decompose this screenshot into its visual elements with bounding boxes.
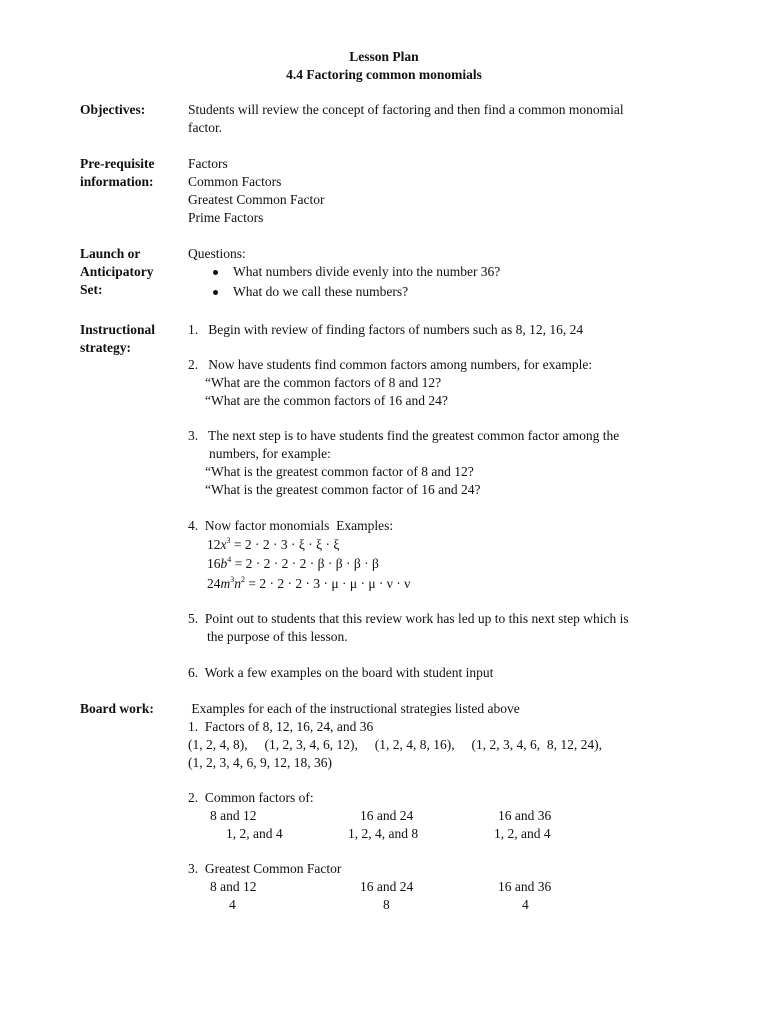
- common-factors-pair: 8 and 12: [210, 808, 257, 823]
- prereq-item: Factors: [188, 156, 228, 171]
- gcf-result: 4: [229, 897, 236, 912]
- strategy-step-3-example: “What is the greatest common factor of 16 and 24?: [205, 482, 481, 497]
- instructional-label-line2: strategy:: [80, 340, 131, 355]
- strategy-step-3-continued: numbers, for example:: [209, 446, 331, 461]
- launch-intro: Questions:: [188, 246, 246, 261]
- prereq-item: Common Factors: [188, 174, 282, 189]
- gcf-title: 3. Greatest Common Factor: [188, 861, 342, 876]
- common-factors-pair: 16 and 24: [360, 808, 414, 823]
- monomial-equation-2: $16b^4 = 2 \cdot 2 \cdot 2 \cdot 2 \cdot \beta \cdot \beta \cdot \beta \cdot \beta$: [207, 555, 379, 571]
- objectives-text-line1: Students will review the concept of factoring and then find a common monomial: [188, 102, 624, 117]
- bullet-icon: [213, 290, 218, 295]
- prereq-item: Prime Factors: [188, 210, 264, 225]
- strategy-step-5-continued: the purpose of this lesson.: [207, 629, 348, 644]
- launch-label-line1: Launch or: [80, 246, 141, 261]
- boardwork-factors-list: (1, 2, 3, 4, 6, 9, 12, 18, 36): [188, 755, 332, 770]
- page-title: Lesson Plan: [349, 49, 419, 64]
- strategy-step-2-example: “What are the common factors of 16 and 24?: [205, 393, 448, 408]
- objectives-text-line2: factor.: [188, 120, 223, 135]
- gcf-pair: 16 and 24: [360, 879, 414, 894]
- strategy-step-2-example: “What are the common factors of 8 and 12?: [205, 375, 442, 390]
- common-factors-pair: 16 and 36: [498, 808, 552, 823]
- boardwork-factors-list: (1, 2, 4, 8), (1, 2, 3, 4, 6, 12), (1, 2, 4, 8, 16), (1, 2, 3, 4, 6, 8, 12, 24),: [188, 737, 602, 752]
- prereq-label-line2: information:: [80, 174, 154, 189]
- instructional-label-line1: Instructional: [80, 322, 156, 337]
- gcf-result: 4: [522, 897, 529, 912]
- boardwork-label: Board work:: [80, 701, 154, 716]
- strategy-step-1: 1. Begin with review of finding factors of numbers such as 8, 12, 16, 24: [188, 322, 584, 337]
- common-factors-title: 2. Common factors of:: [188, 790, 314, 805]
- strategy-step-3: 3. The next step is to have students find the greatest common factor among the: [188, 428, 620, 443]
- bullet-icon: [213, 270, 218, 275]
- strategy-step-3-example: “What is the greatest common factor of 8 and 12?: [205, 464, 474, 479]
- launch-bullet-item: What numbers divide evenly into the number 36?: [233, 264, 501, 279]
- prereq-item: Greatest Common Factor: [188, 192, 325, 207]
- boardwork-factors-title: 1. Factors of 8, 12, 16, 24, and 36: [188, 719, 374, 734]
- strategy-step-6: 6. Work a few examples on the board with student input: [188, 665, 494, 680]
- monomial-equation-1: $12x^3 = 2 \cdot 2 \cdot 3 \cdot \xi \cdot \xi \cdot \xi$: [207, 536, 340, 552]
- objectives-label: Objectives:: [80, 102, 146, 117]
- common-factors-result: 1, 2, 4, and 8: [348, 826, 419, 841]
- page-subtitle: 4.4 Factoring common monomials: [286, 67, 482, 82]
- strategy-step-5: 5. Point out to students that this review work has led up to this next step which is: [188, 611, 629, 626]
- gcf-pair: 16 and 36: [498, 879, 552, 894]
- prereq-label-line1: Pre-requisite: [80, 156, 155, 171]
- gcf-pair: 8 and 12: [210, 879, 257, 894]
- common-factors-result: 1, 2, and 4: [226, 826, 283, 841]
- launch-bullet-item: What do we call these numbers?: [233, 284, 409, 299]
- strategy-step-4: 4. Now factor monomials Examples:: [188, 518, 394, 533]
- launch-label-line3: Set:: [80, 282, 103, 297]
- launch-label-line2: Anticipatory: [80, 264, 154, 279]
- common-factors-result: 1, 2, and 4: [494, 826, 551, 841]
- gcf-result: 8: [383, 897, 390, 912]
- strategy-step-2: 2. Now have students find common factors among numbers, for example:: [188, 357, 593, 372]
- boardwork-intro: Examples for each of the instructional strategies listed above: [188, 701, 520, 716]
- monomial-equation-3: $24m^3n^2 = 2 \cdot 2 \cdot 2 \cdot 3 \cdot \mu \cdot \mu \cdot \mu \cdot \nu \cdot \nu$: [207, 575, 411, 591]
